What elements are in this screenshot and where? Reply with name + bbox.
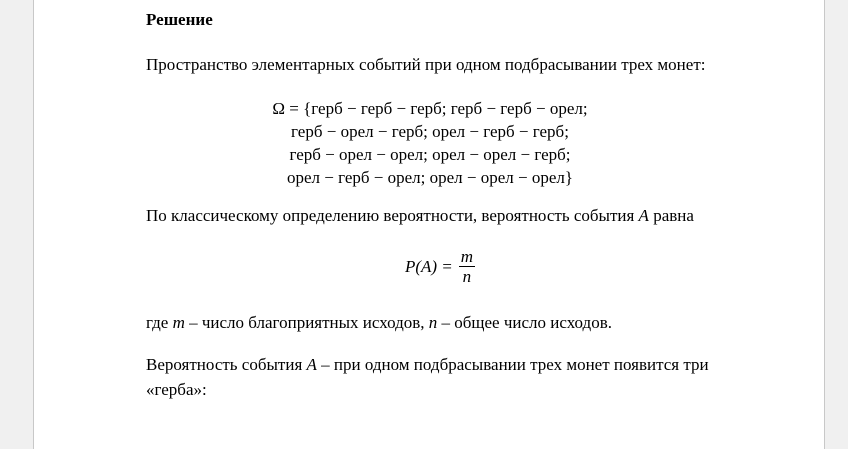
event-variable-a: A — [306, 355, 317, 374]
event-variable: A — [638, 206, 649, 225]
explanation-mid: – число благоприятных исходов, — [184, 313, 429, 332]
event-probability-line2: «герба»: — [146, 380, 207, 399]
omega-line-2: герб − орел − герб; орел − герб − герб; — [291, 122, 569, 141]
explanation-tail: – общее число исходов. — [437, 313, 612, 332]
paragraph-tail: равна — [648, 206, 694, 225]
fraction-denominator: n — [462, 267, 472, 286]
omega-line-1: Ω = {герб − герб − герб; герб − герб − орел; — [272, 99, 588, 118]
classical-definition-paragraph — [146, 206, 694, 226]
variable-m: m — [172, 313, 185, 332]
omega-line-4: орел − герб − орел; орел − орел − орел} — [286, 168, 574, 187]
sample-space-intro: Пространство элементарных событий при одном подбрасывании трех монет: — [146, 55, 706, 74]
omega-line-3: герб − орел − орел; орел − орел − герб; — [289, 145, 571, 164]
variable-n: n — [428, 313, 438, 332]
fraction-numerator: m — [460, 247, 474, 266]
explanation-pre: где — [146, 313, 173, 332]
sample-space-formula — [34, 97, 826, 189]
paragraph-text: По классическому определению вероятности, вероятность события — [146, 206, 639, 225]
event-probability-paragraph — [146, 355, 709, 375]
section-heading: Решение — [146, 10, 213, 29]
event-pre: Вероятность события — [146, 355, 307, 374]
probability-formula — [34, 247, 826, 286]
event-tail: – при одном подбрасывании трех монет появится три — [316, 355, 709, 374]
formula-lhs: P(A) = — [404, 256, 453, 276]
variables-explanation — [146, 313, 612, 333]
document-page — [33, 0, 825, 449]
fraction — [459, 247, 475, 286]
